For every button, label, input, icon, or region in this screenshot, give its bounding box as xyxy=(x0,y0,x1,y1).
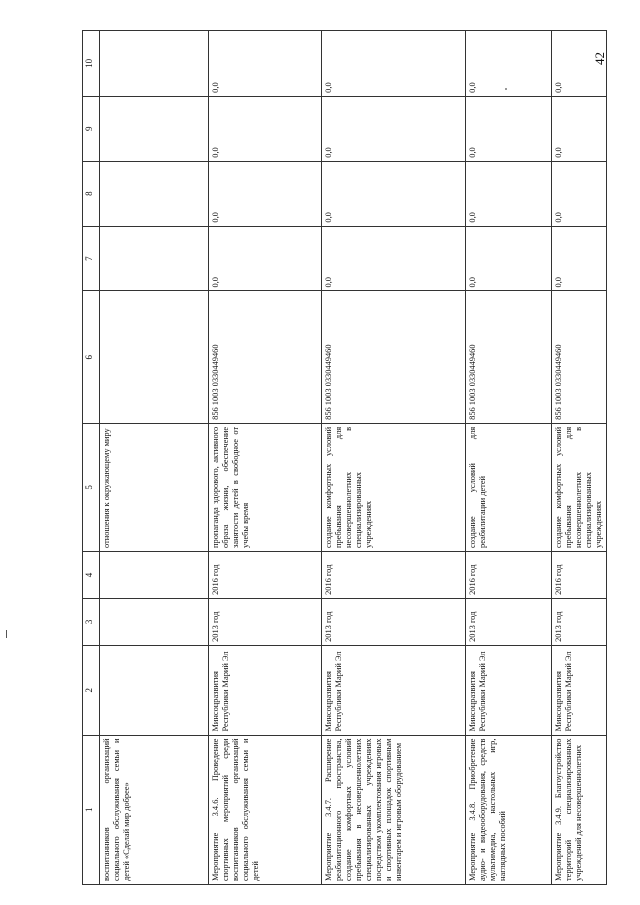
header-col-1: 1 xyxy=(83,735,100,884)
value-cell: 0,0 xyxy=(209,226,322,291)
start-year-cell: 2013 год xyxy=(209,598,322,645)
header-col-10: 10 xyxy=(83,31,100,97)
value-cell: 0,0 xyxy=(465,31,552,97)
program-table-container xyxy=(82,30,607,885)
value-cell: 0,0 xyxy=(322,31,465,97)
executor-cell: Минсоцразвития Республики Марий Эл xyxy=(552,645,607,735)
table-row xyxy=(322,31,465,885)
scan-dot xyxy=(505,88,507,90)
end-year-cell: 2016 год xyxy=(209,551,322,598)
start-year-cell xyxy=(100,598,209,645)
value-cell xyxy=(100,96,209,161)
page-number: 42 xyxy=(592,52,607,65)
scan-mark xyxy=(6,630,7,638)
value-cell: 0,0 xyxy=(552,31,607,97)
table-row xyxy=(209,31,322,885)
end-year-cell: 2016 год xyxy=(552,551,607,598)
value-cell: 0,0 xyxy=(322,226,465,291)
budget-code-cell: 856 1003 0330449460 xyxy=(322,291,465,423)
value-cell xyxy=(100,226,209,291)
result-cell: пропаганда здорового, активного образа жизни, обеспечение занятости детей в свободное от учебы время xyxy=(209,423,322,551)
value-cell: 0,0 xyxy=(322,96,465,161)
value-cell: 0,0 xyxy=(322,161,465,226)
start-year-cell: 2013 год xyxy=(322,598,465,645)
activity-cell: Мероприятие 3.4.9. Благоустройство территорий специализированных учреждений для несовершеннолетних xyxy=(552,735,607,884)
activity-cell: Мероприятие 3.4.7. Расширение реабилитационного пространства, создание комфортных условий пребывания в несовершеннолетних специализированных учреждениях посредством укомплектования игровых и спортивных площадок спортивным инвентарем и игровым оборудованием xyxy=(322,735,465,884)
table-row xyxy=(100,31,209,885)
value-cell xyxy=(100,161,209,226)
header-col-6: 6 xyxy=(83,291,100,423)
header-col-4: 4 xyxy=(83,551,100,598)
start-year-cell: 2013 год xyxy=(465,598,552,645)
executor-cell: Минсоцразвития Республики Марий Эл xyxy=(465,645,552,735)
table-row xyxy=(552,31,607,885)
start-year-cell: 2013 год xyxy=(552,598,607,645)
budget-code-cell: 856 1003 0330449460 xyxy=(209,291,322,423)
value-cell: 0,0 xyxy=(465,161,552,226)
result-cell: создание комфортных условий пребывания для несовершеннолетних в специализированных учреждениях xyxy=(322,423,465,551)
value-cell: 0,0 xyxy=(465,226,552,291)
header-col-7: 7 xyxy=(83,226,100,291)
table-row xyxy=(465,31,552,885)
result-cell: создание условий для реабилитации детей xyxy=(465,423,552,551)
program-table xyxy=(82,30,607,885)
end-year-cell: 2016 год xyxy=(465,551,552,598)
budget-code-cell: 856 1003 0330449460 xyxy=(465,291,552,423)
end-year-cell xyxy=(100,551,209,598)
value-cell: 0,0 xyxy=(209,161,322,226)
header-col-3: 3 xyxy=(83,598,100,645)
header-row xyxy=(83,31,100,885)
header-col-5: 5 xyxy=(83,423,100,551)
activity-cell: Мероприятие 3.4.8. Приобретение аудио- и видеооборудования, средств мультимедиа, настольных игр, наглядных пособий xyxy=(465,735,552,884)
value-cell: 0,0 xyxy=(465,96,552,161)
value-cell: 0,0 xyxy=(552,96,607,161)
activity-cell: Мероприятие 3.4.6. Проведение спортивных мероприятий среди воспитанников организаций социального обслуживания семьи и детей xyxy=(209,735,322,884)
value-cell: 0,0 xyxy=(552,161,607,226)
budget-code-cell xyxy=(100,291,209,423)
result-cell: отношения к окружающему миру xyxy=(100,423,209,551)
header-col-8: 8 xyxy=(83,161,100,226)
activity-cell: воспитанников организаций социального обслуживания семьи и детей «Сделай мир добрее» xyxy=(100,735,209,884)
header-col-9: 9 xyxy=(83,96,100,161)
executor-cell: Минсоцразвития Республики Марий Эл xyxy=(209,645,322,735)
value-cell xyxy=(100,31,209,97)
result-cell: создание комфортных условий пребывания для несовершеннолетних в специализированных учреждениях xyxy=(552,423,607,551)
value-cell: 0,0 xyxy=(209,96,322,161)
budget-code-cell: 856 1003 0330449460 xyxy=(552,291,607,423)
executor-cell: Минсоцразвития Республики Марий Эл xyxy=(322,645,465,735)
executor-cell xyxy=(100,645,209,735)
end-year-cell: 2016 год xyxy=(322,551,465,598)
value-cell: 0,0 xyxy=(552,226,607,291)
value-cell: 0,0 xyxy=(209,31,322,97)
header-col-2: 2 xyxy=(83,645,100,735)
